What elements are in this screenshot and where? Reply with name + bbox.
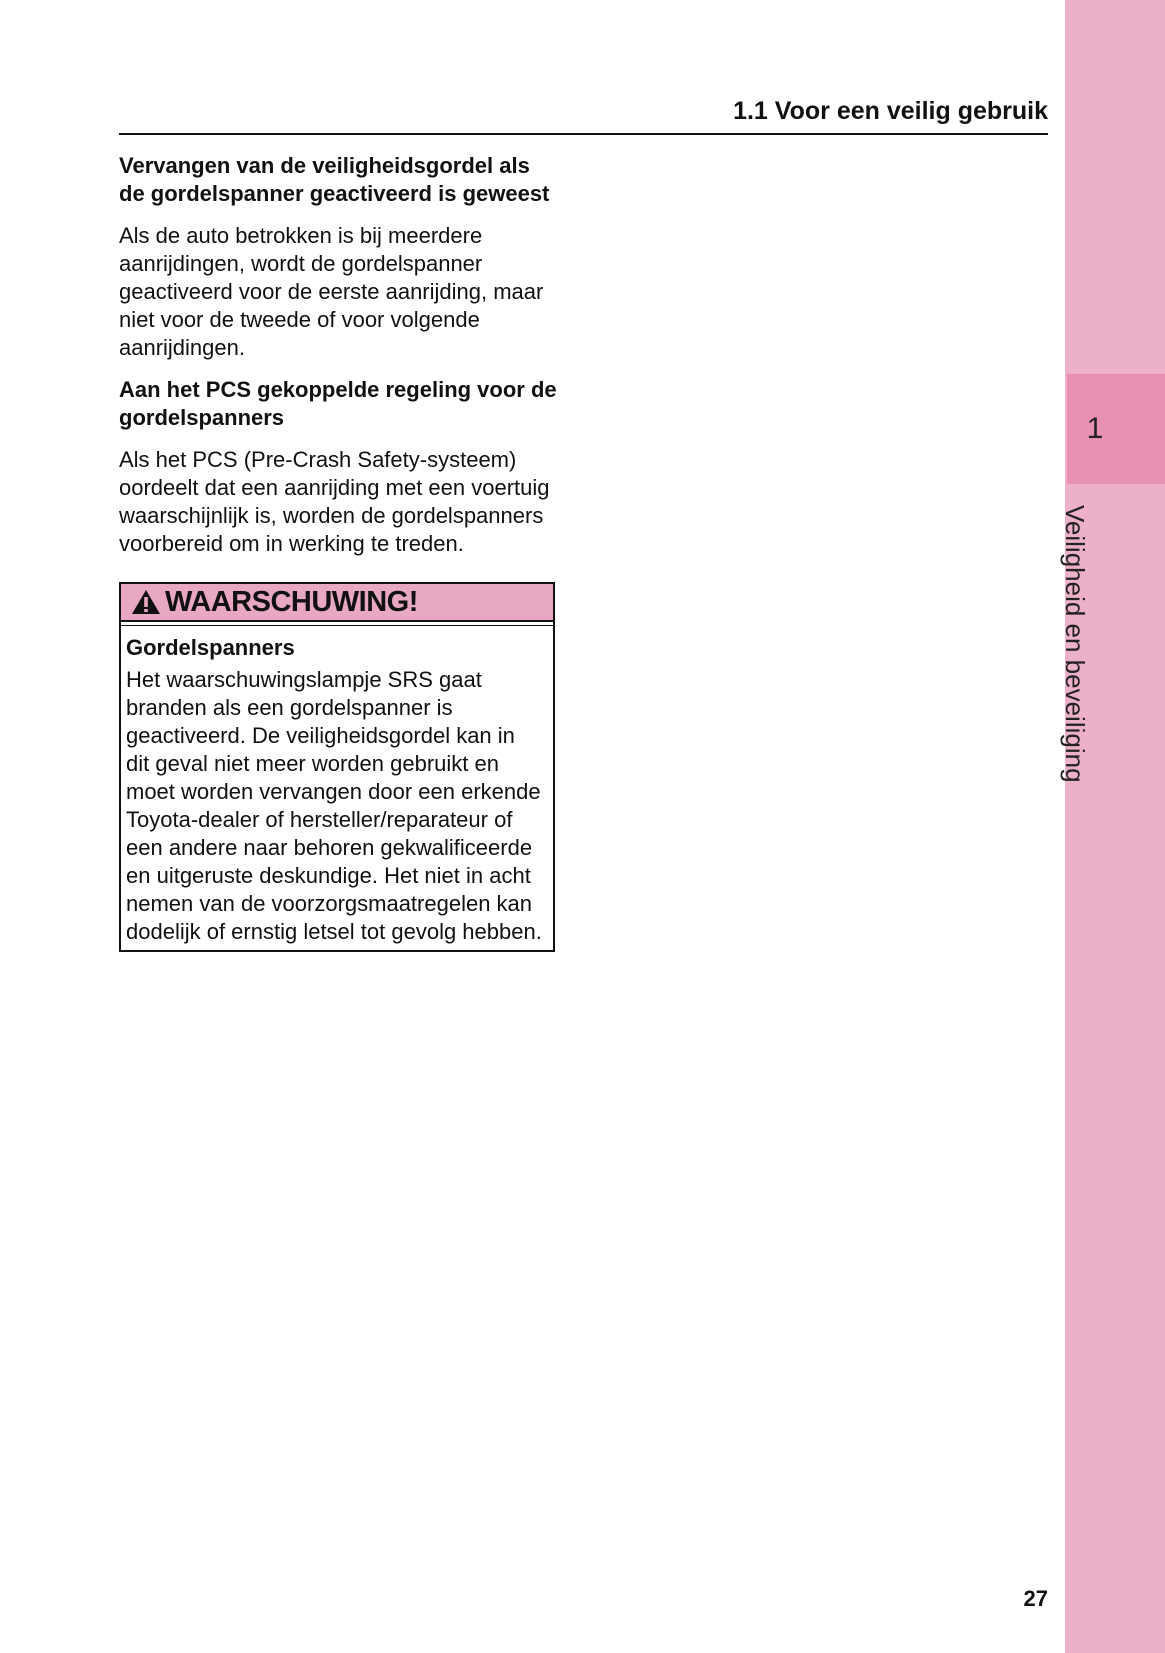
chapter-title: Veiligheid en beveiliging xyxy=(1060,505,1090,783)
chapter-number: 1 xyxy=(1086,412,1104,445)
main-column xyxy=(119,152,559,952)
section-title: 1.1 Voor een veilig gebruik xyxy=(733,97,1048,125)
warning-text: Het waarschuwingslampje SRS gaat branden als een gordelspanner is geactiveerd. De veiligheidsgordel kan in dit geval niet meer worden gebruikt en moet worden vervangen door een erkende Toyota-dealer of hersteller/reparateur of een andere naar behoren gekwalificeerde en uitgeruste deskundige. Het niet in acht nemen van de voorzorgsmaatregelen kan dodelijk of ernstig letsel tot gevolg hebben. xyxy=(126,667,542,944)
section-heading-belt-replacement: Vervangen van de veiligheidsgordel als de gordelspanner geactiveerd is geweest xyxy=(119,153,550,206)
warning-subtitle: Gordelspanners xyxy=(126,635,295,660)
warning-triangle-icon xyxy=(131,588,161,616)
section-body-belt-replacement: Als de auto betrokken is bij meerdere aanrijdingen, wordt de gordelspanner geactiveerd voor de eerste aanrijding, maar niet voor de tweede of voor volgende aanrijdingen. xyxy=(119,223,544,360)
warning-title: WAARSCHUWING! xyxy=(165,585,418,618)
warning-box xyxy=(119,582,555,952)
page-number: 27 xyxy=(1023,1586,1048,1611)
header-divider xyxy=(119,133,1048,135)
side-band xyxy=(1065,0,1165,1653)
warning-header xyxy=(121,584,553,622)
section-heading-pcs-control: Aan het PCS gekoppelde regeling voor de gordelspanners xyxy=(119,377,557,430)
warning-body xyxy=(121,625,553,950)
section-body-pcs-control: Als het PCS (Pre-Crash Safety-systeem) oordeelt dat een aanrijding met een voertuig waarschijnlijk is, worden de gordelspanners voorbereid om in werking te treden. xyxy=(119,447,550,556)
